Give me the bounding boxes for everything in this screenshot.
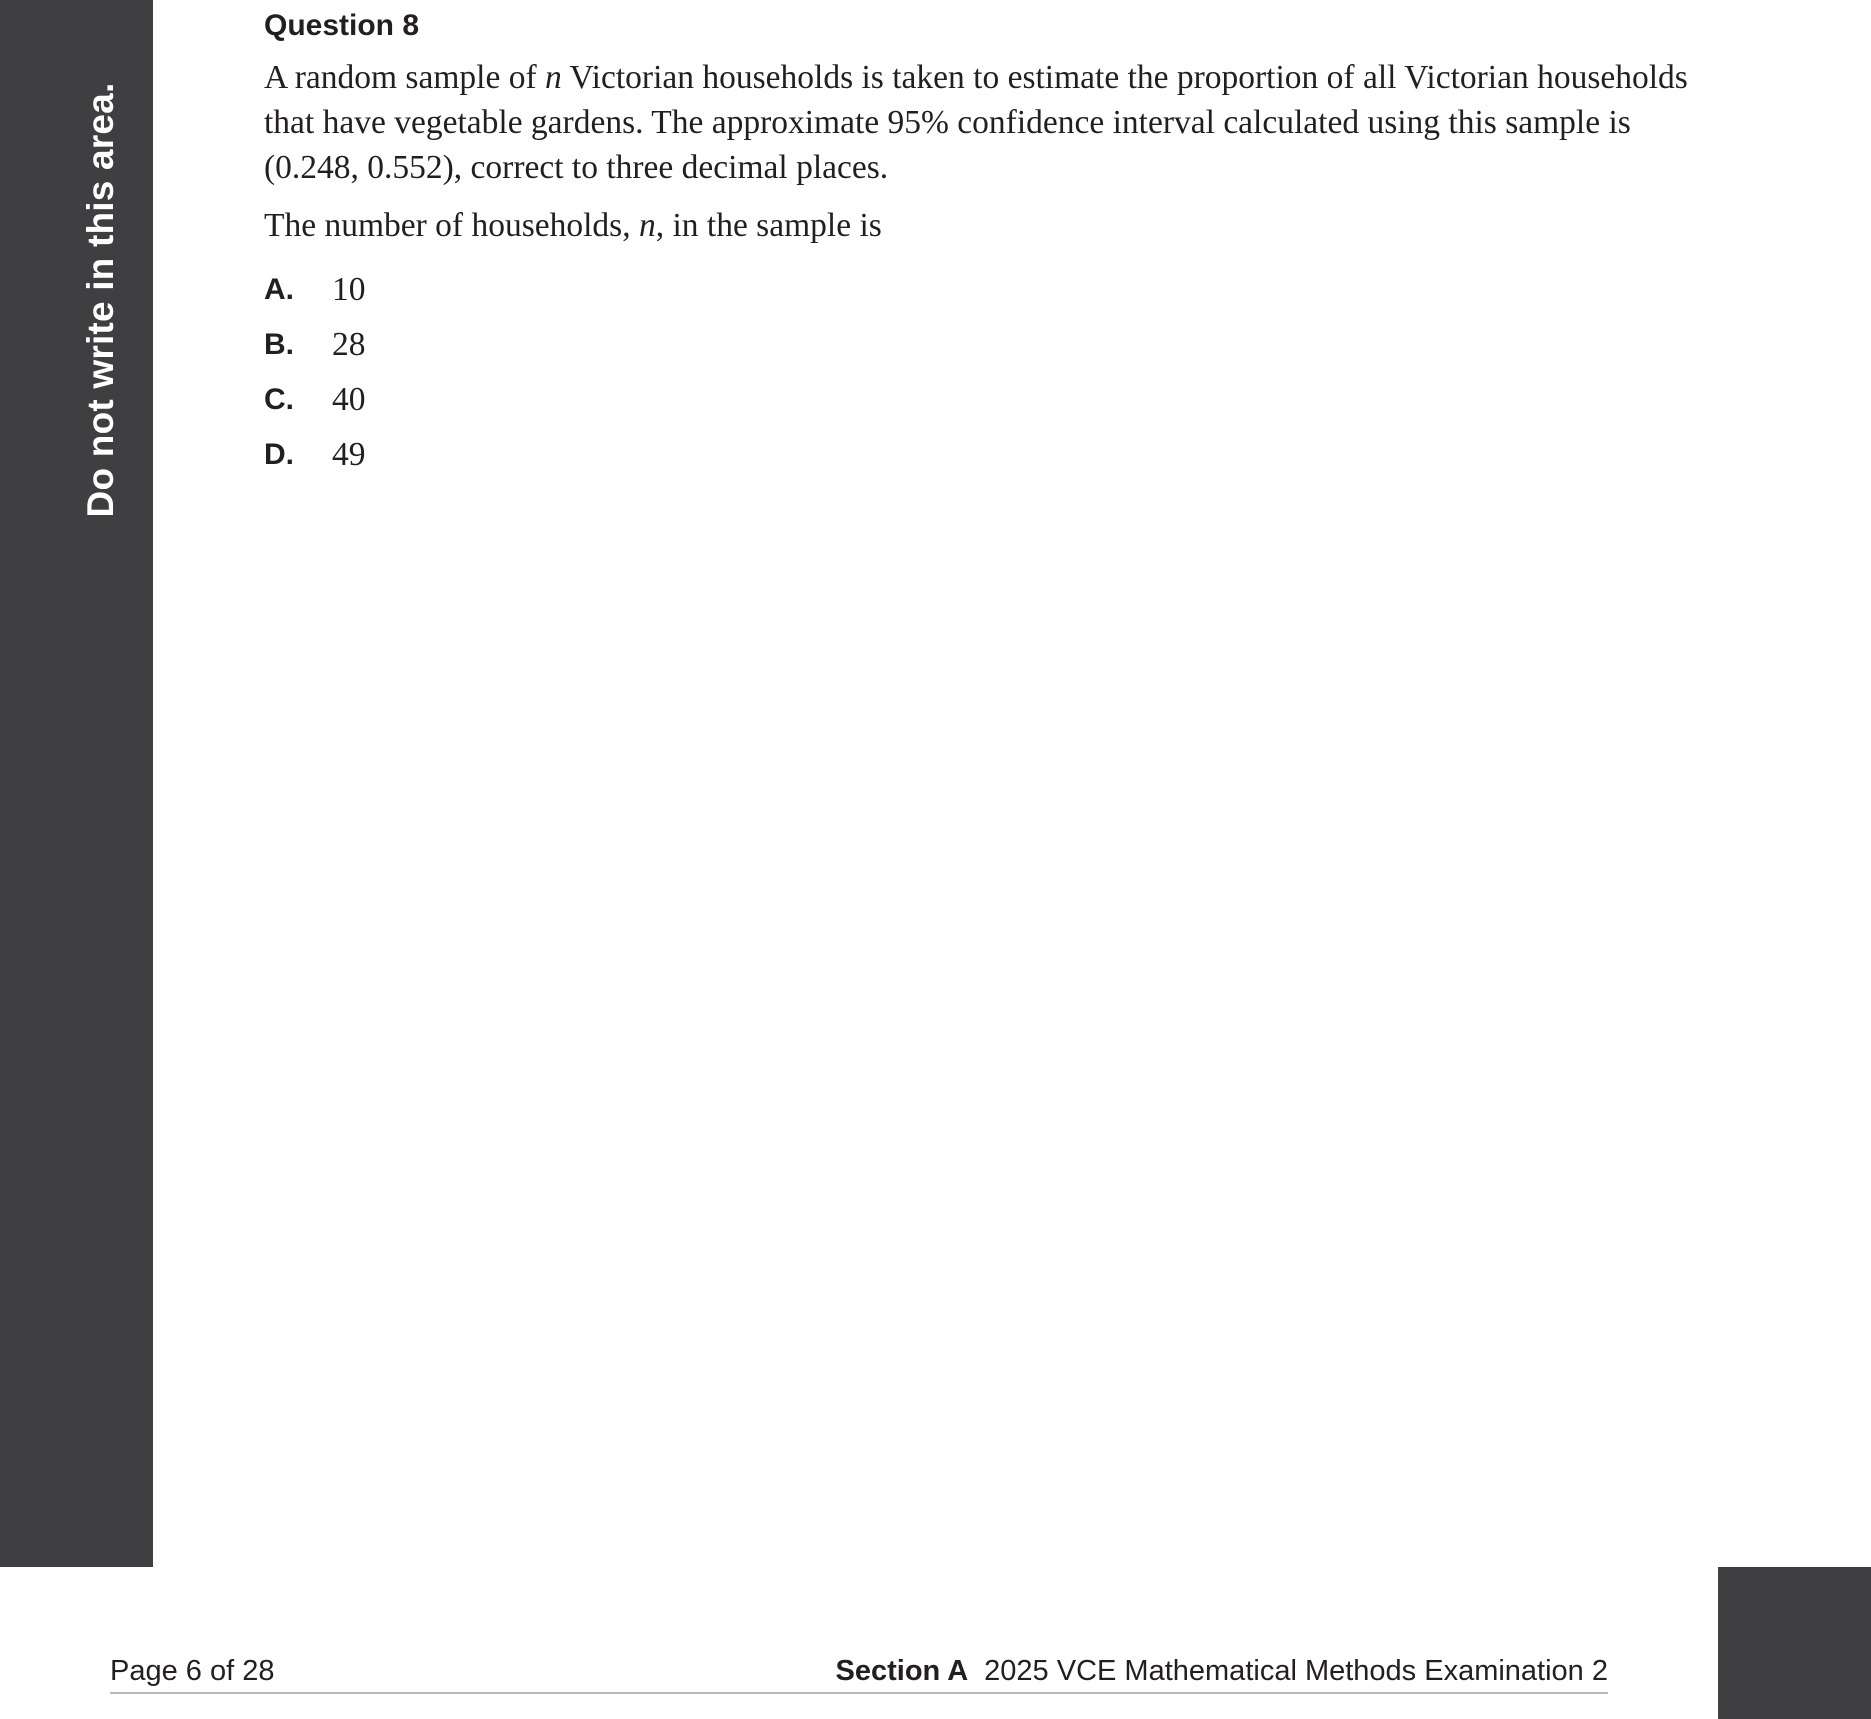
option-c[interactable]	[264, 372, 366, 427]
option-value: 49	[332, 435, 366, 473]
answer-options	[264, 262, 366, 482]
option-value: 40	[332, 380, 366, 418]
do-not-write-margin	[0, 0, 153, 1567]
question-heading: Question 8	[264, 9, 420, 42]
prompt-variable: n	[638, 207, 656, 244]
option-letter: C.	[264, 382, 294, 416]
question-prompt	[264, 203, 882, 248]
page-number: Page 6 of 28	[110, 1655, 275, 1687]
prompt-text-2: , in the sample is	[655, 207, 882, 244]
option-letter: D.	[264, 437, 294, 471]
section-label: Section A	[835, 1655, 969, 1687]
option-value: 10	[332, 270, 366, 308]
option-b[interactable]	[264, 317, 366, 372]
stem-variable: n	[544, 59, 562, 96]
question-stem	[264, 55, 1704, 190]
stem-text-2: Victorian households is taken to estimate the proportion of all Victorian households that have vegetable gardens. The approximate 95% confidence interval calculated using this sample is (0.248, 0.552), correct to three decimal places.	[264, 59, 1688, 186]
footer-title	[836, 1655, 1609, 1688]
prompt-text-1: The number of households,	[264, 207, 639, 244]
option-value: 28	[332, 325, 366, 363]
page-footer	[110, 1650, 1608, 1694]
option-letter: B.	[264, 327, 294, 361]
stem-text-1: A random sample of	[264, 59, 545, 96]
exam-title: 2025 VCE Mathematical Methods Examination 2	[984, 1655, 1608, 1687]
option-letter: A.	[264, 272, 294, 306]
margin-notice: Do not write in this area.	[80, 82, 121, 518]
option-a[interactable]	[264, 262, 366, 317]
corner-block	[1718, 1567, 1871, 1719]
option-d[interactable]	[264, 427, 366, 482]
